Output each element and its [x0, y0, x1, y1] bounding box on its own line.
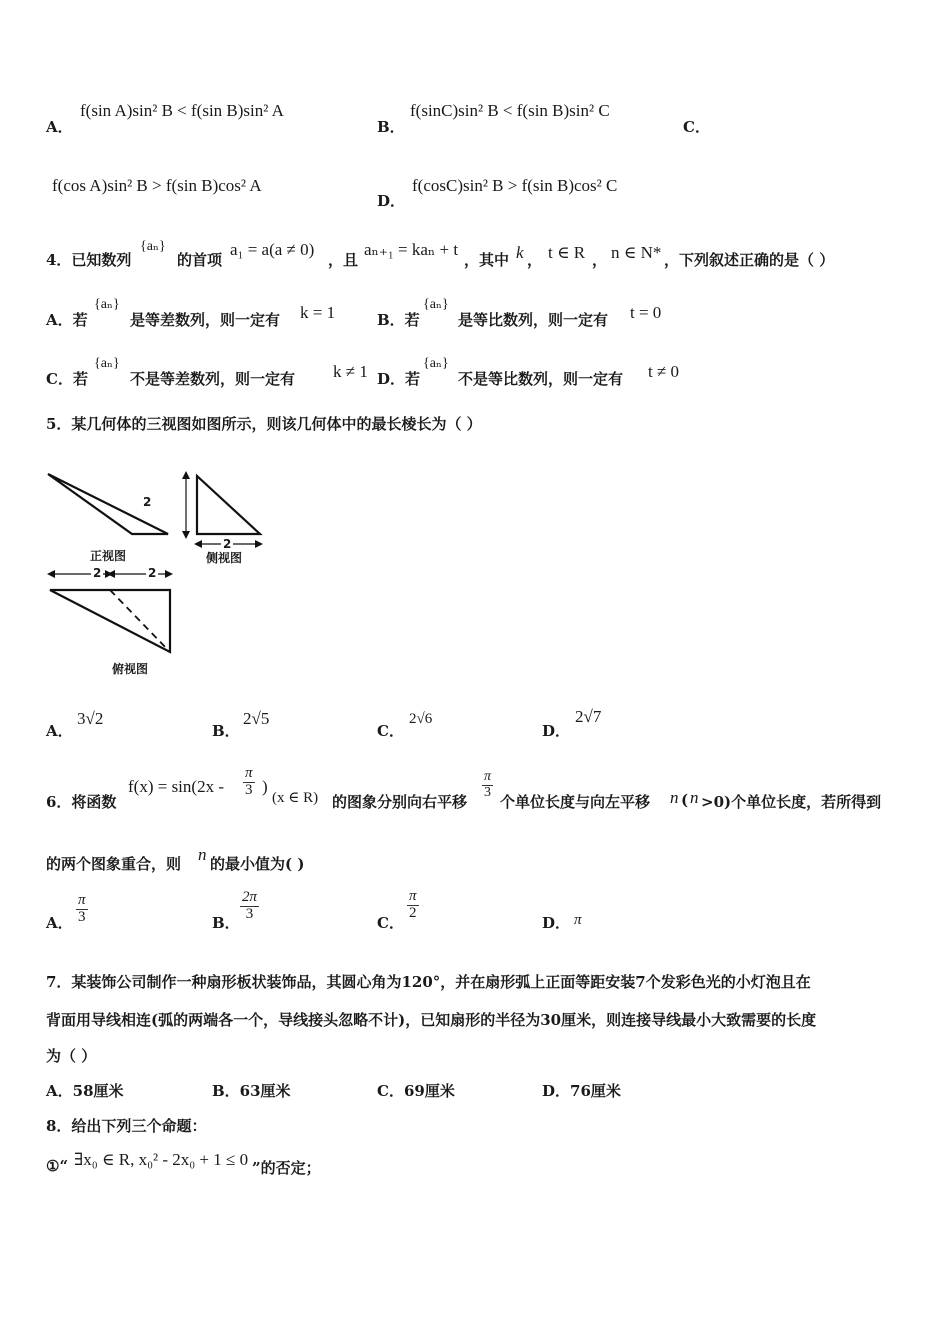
top-view-hidden-edge: [110, 590, 170, 652]
q7-stem-line2: 背面用导线相连(弧的两端各一个，导线接头忽略不计)，已知扇形的半径为30厘米，则连接导线最小大致需要的长度: [46, 1011, 817, 1029]
q6-stem-line2: 的两个图象重合，则: [46, 855, 182, 873]
q4-sequence: {aₙ}: [140, 239, 166, 254]
q3-option-c-formula: f(cos A)sin² B > f(sin B)cos² A: [52, 176, 262, 195]
q5-option-c-label: C．: [377, 722, 404, 740]
q6-option-a-value: $\frac{\pi}{3}$: [78, 892, 86, 925]
q3-option-a-formula: f(sin A)sin² B < f(sin B)sin² A: [80, 101, 284, 120]
q4-stem-part3: ，且: [328, 251, 359, 269]
q4-option-a-label: A．若: [46, 311, 88, 329]
q6-option-d-label: D．: [542, 914, 571, 932]
q7-option-b: B．63厘米: [212, 1082, 291, 1100]
q6-option-d-value: π: [574, 912, 582, 928]
q4-option-a-seq: {aₙ}: [94, 297, 120, 312]
q4-recurrence: aₙ₊₁ = kaₙ + t: [364, 240, 459, 259]
q6-stem-part4: >0)个单位长度，若所得到: [701, 793, 882, 811]
q6-stem-part3: 个单位长度与向左平移: [500, 793, 651, 811]
q3-option-d-formula: f(cosC)sin² B > f(sin B)cos² C: [412, 176, 618, 195]
side-view-shape: [197, 476, 260, 534]
q6-n-2: n: [690, 788, 699, 807]
q6-option-a-label: A．: [46, 914, 73, 932]
q5-option-c-value: 2√6: [409, 711, 433, 727]
top-view-shape: [50, 590, 170, 652]
q4-option-a-math: k = 1: [300, 303, 336, 322]
q6-option-b-value: $\frac{2\pi}{3}$: [242, 889, 258, 922]
q5-option-d-value: 2√7: [575, 707, 602, 726]
q5-option-b-value: 2√5: [243, 709, 270, 728]
top-right-dim-label: 2: [148, 566, 157, 580]
q4-stem-part5: ，: [527, 251, 543, 269]
q4-stem-part7: ，下列叙述正确的是（ ）: [664, 251, 835, 269]
q4-option-b-math: t = 0: [630, 303, 662, 322]
q6-stem-part1: 6．将函数: [46, 793, 117, 811]
q4-option-d-label: D．若: [377, 370, 421, 388]
q6-domain: (x ∈ R): [272, 790, 319, 806]
q4-option-b-text: 是等比数列，则一定有: [458, 311, 609, 329]
q7-option-d: D．76厘米: [542, 1082, 621, 1100]
q5-three-view-figure: [40, 462, 280, 684]
q3-option-a-label: A．: [46, 118, 73, 136]
q6-n-3: n: [198, 845, 207, 864]
q4-option-d-text: 不是等比数列，则一定有: [458, 370, 624, 388]
q4-option-b-label: B．若: [377, 311, 420, 329]
q6-stem-part2: 的图象分别向右平移: [332, 793, 468, 811]
q5-option-d-label: D．: [542, 722, 571, 740]
q6-n: n: [670, 788, 679, 807]
top-view-caption: 俯视图: [112, 662, 149, 676]
q8-item1-suffix: ”的否定；: [252, 1159, 321, 1177]
q7-option-c: C．69厘米: [377, 1082, 455, 1100]
q4-stem-part2: 的首项: [177, 251, 223, 269]
q4-option-b-seq: {aₙ}: [423, 297, 449, 312]
q4-option-c-seq: {aₙ}: [94, 356, 120, 371]
q4-option-a-text: 是等差数列，则一定有: [130, 311, 281, 329]
side-height-label: 2: [143, 495, 152, 509]
q4-stem-part6: ，: [592, 251, 608, 269]
q4-stem-part4: ，其中: [464, 251, 510, 269]
q5-stem: 5．某几何体的三视图如图所示，则该几何体中的最长棱长为（ ）: [46, 415, 482, 433]
q3-option-b-label: B．: [377, 118, 405, 136]
q3-option-c-label: C．: [683, 118, 710, 136]
top-left-dim-label: 2: [93, 566, 102, 580]
q6-option-c-label: C．: [377, 914, 404, 932]
q6-right-shift-fraction: $\frac{\pi}{3}$: [484, 769, 492, 800]
q3-option-b-formula: f(sinC)sin² B < f(sin B)sin² C: [410, 101, 610, 120]
q6-function-close: ): [262, 777, 268, 796]
q4-option-c-math: k ≠ 1: [333, 362, 368, 381]
q5-option-a-label: A．: [46, 722, 73, 740]
q4-first-term: a₁ = a(a ≠ 0): [230, 240, 315, 259]
q6-stem-paren: (: [681, 791, 689, 809]
q8-item1-prefix: ①“: [46, 1157, 69, 1175]
q5-option-a-value: 3√2: [77, 709, 104, 728]
q6-option-c-value: $\frac{\pi}{2}$: [409, 888, 417, 921]
q7-stem-line3: 为（ ）: [46, 1047, 97, 1065]
q4-n-domain: n ∈ N*: [611, 243, 662, 262]
side-view-caption: 侧视图: [206, 551, 243, 565]
q4-option-d-seq: {aₙ}: [423, 356, 449, 371]
q5-option-b-label: B．: [212, 722, 240, 740]
q6-option-b-label: B．: [212, 914, 240, 932]
side-width-label: 2: [223, 537, 232, 551]
q4-option-c-text: 不是等差数列，则一定有: [130, 370, 296, 388]
q8-stem: 8．给出下列三个命题：: [46, 1117, 207, 1135]
q7-stem-line1: 7．某装饰公司制作一种扇形板状装饰品，其圆心角为120°，并在扇形弧上正面等距安装7个发彩色光的小灯泡且在: [46, 973, 811, 991]
q7-option-a: A．58厘米: [46, 1082, 124, 1100]
q4-option-c-label: C．若: [46, 370, 88, 388]
q3-option-d-label: D．: [377, 192, 406, 210]
q6-stem-part5: 的最小值为( ): [210, 855, 305, 873]
q6-function: f(x) = sin(2x -: [128, 777, 224, 796]
q4-t-domain: t ∈ R: [548, 243, 586, 262]
front-view-caption: 正视图: [90, 549, 127, 563]
q4-option-d-math: t ≠ 0: [648, 362, 680, 381]
q8-item1-formula: ∃x₀ ∈ R, x₀² - 2x₀ + 1 ≤ 0: [74, 1150, 249, 1169]
q4-k: k: [516, 243, 524, 262]
q4-stem-part1: 4．已知数列: [46, 251, 132, 269]
q6-shift-fraction: $\frac{\pi}{3}$: [245, 765, 253, 798]
